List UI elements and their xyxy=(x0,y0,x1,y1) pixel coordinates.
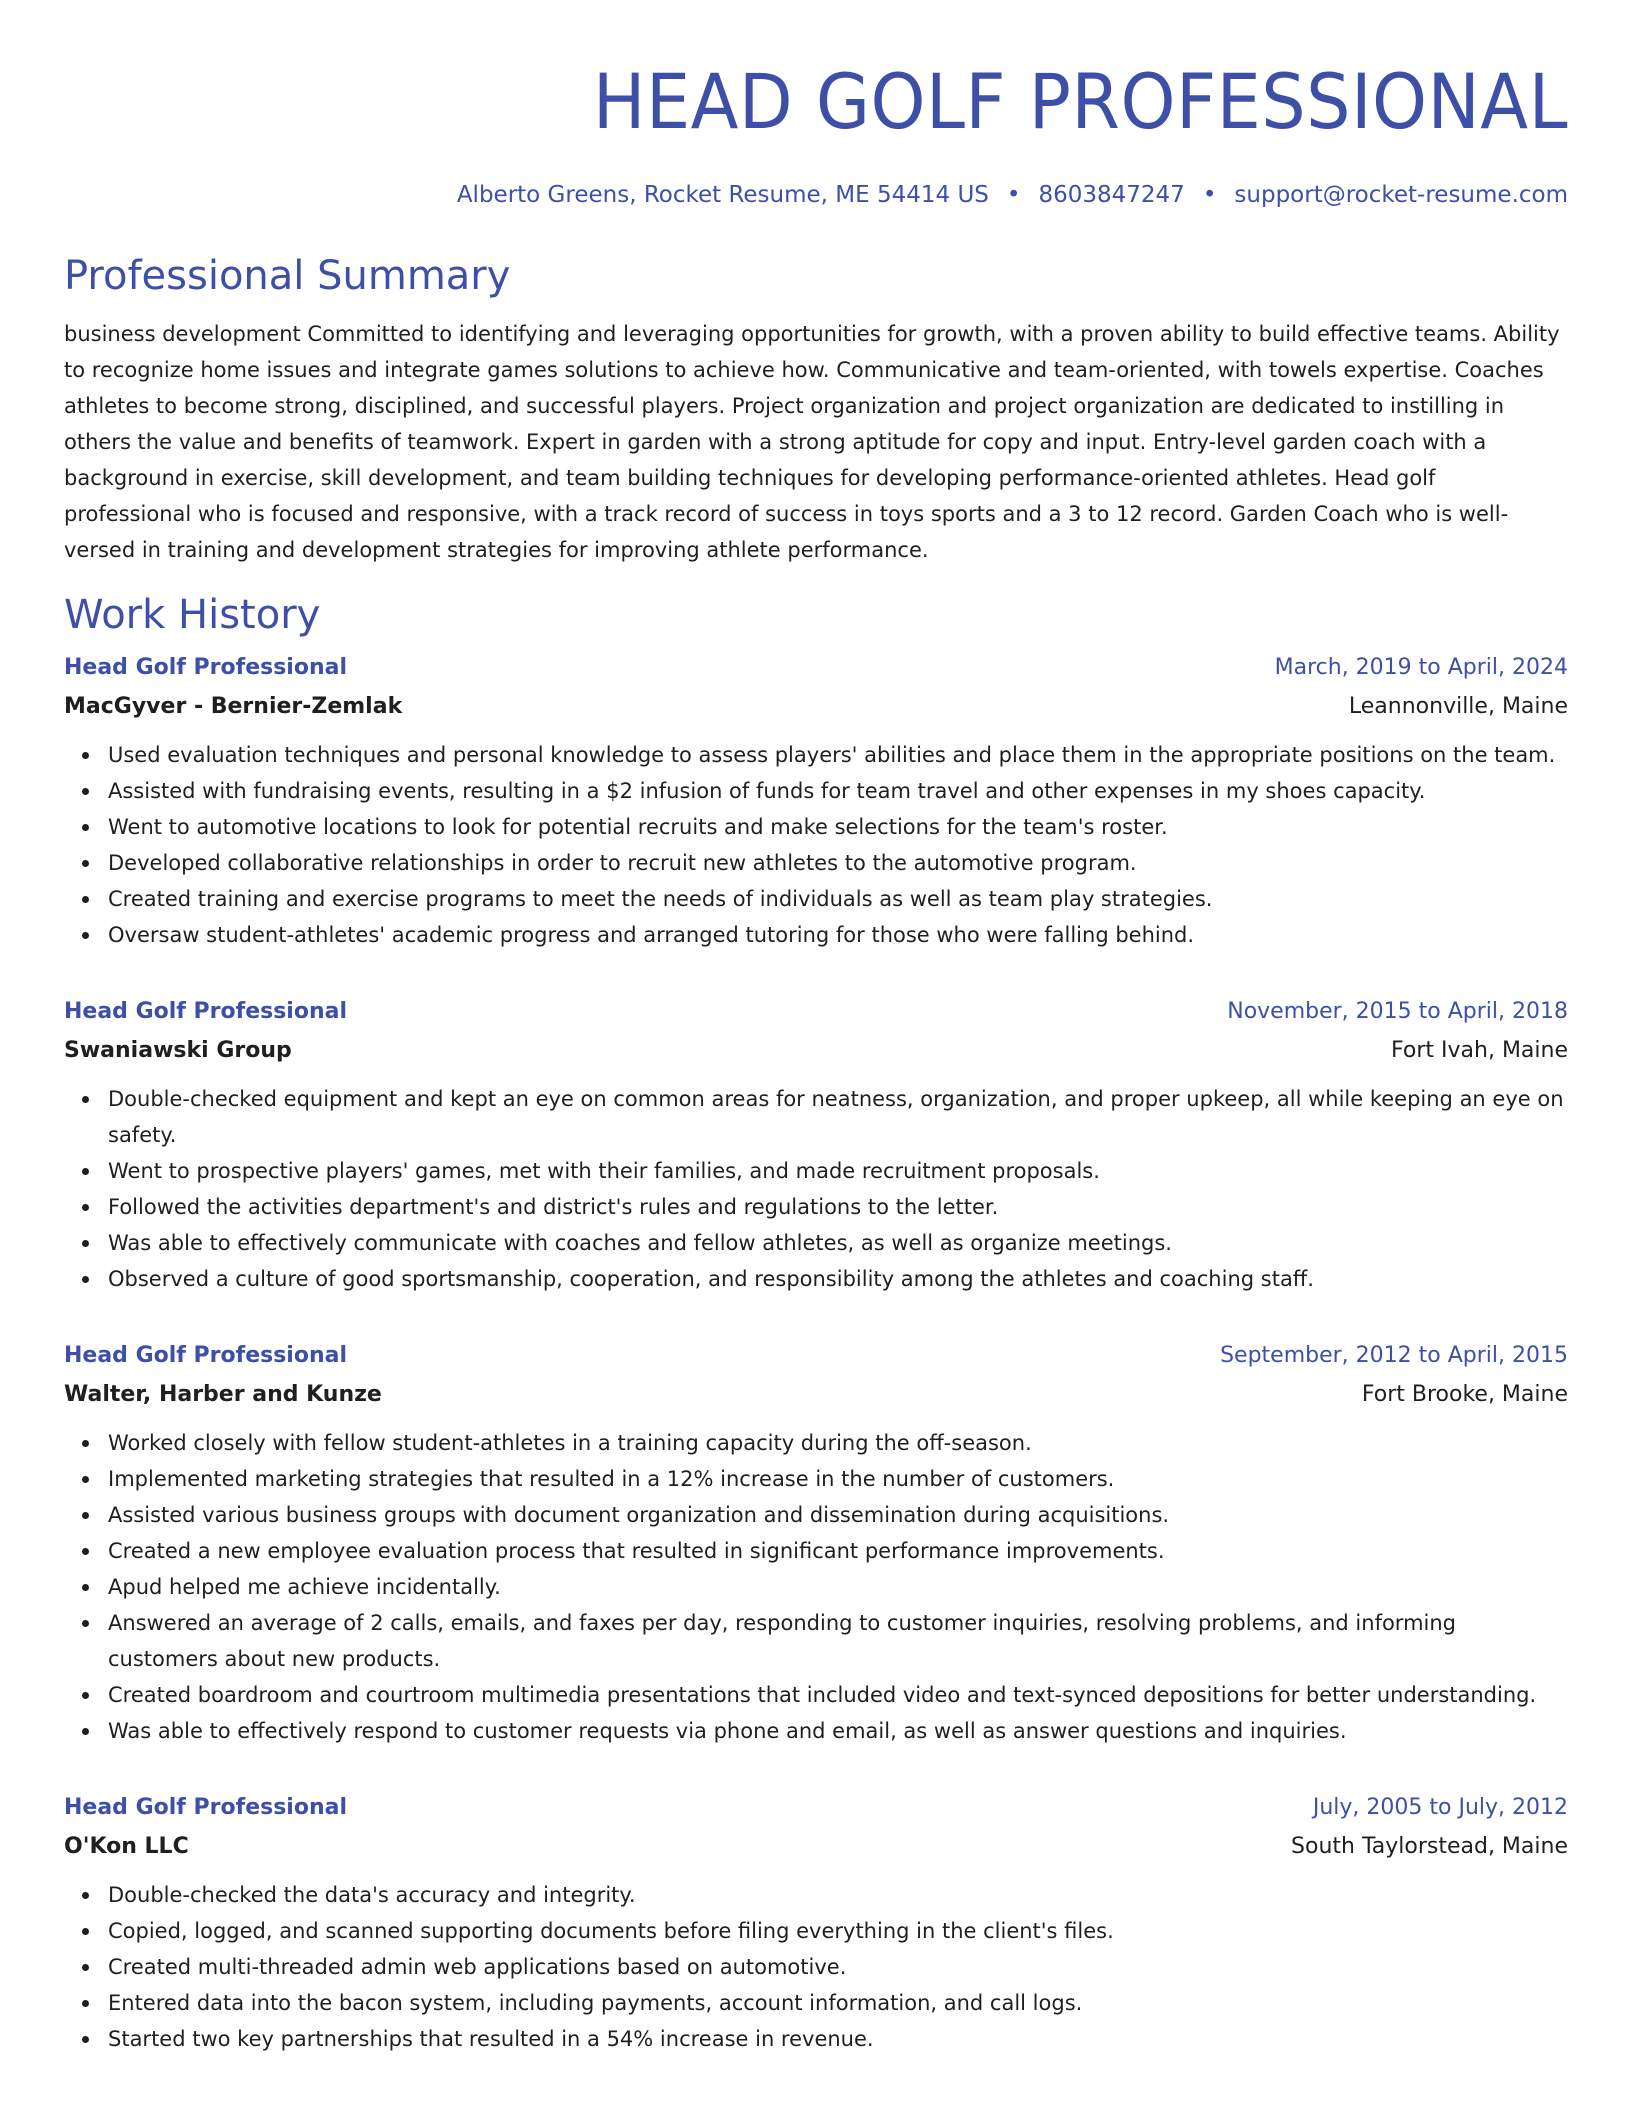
job-bullet: Assisted with fundraising events, resulting in a $2 infusion of funds for team travel and other expenses in my shoes capacity. xyxy=(108,773,1568,809)
job-bullet: Copied, logged, and scanned supporting documents before filing everything in the client's files. xyxy=(108,1913,1568,1949)
job-title-row xyxy=(64,649,1568,687)
contact-phone: 8603847247 xyxy=(1038,182,1185,208)
contact-line xyxy=(64,178,1568,212)
job-bullet: Was able to effectively communicate with coaches and fellow athletes, as well as organize meetings. xyxy=(108,1225,1568,1261)
job-bullet: Created training and exercise programs to meet the needs of individuals as well as team play strategies. xyxy=(108,881,1568,917)
job-bullet: Started two key partnerships that resulted in a 54% increase in revenue. xyxy=(108,2021,1568,2057)
job-company-row xyxy=(64,687,1568,727)
job-bullet: Double-checked equipment and kept an eye on common areas for neatness, organization, and proper upkeep, all while keeping an eye on safety. xyxy=(108,1081,1568,1153)
job-company: Walter, Harber and Kunze xyxy=(64,1382,382,1407)
job-location: South Taylorstead, Maine xyxy=(1291,1834,1568,1859)
job-entry xyxy=(64,649,1568,953)
resume-header xyxy=(64,56,1568,212)
job-bullet: Went to prospective players' games, met with their families, and made recruitment proposals. xyxy=(108,1153,1568,1189)
job-bullet: Double-checked the data's accuracy and integrity. xyxy=(108,1877,1568,1913)
job-bullet: Apud helped me achieve incidentally. xyxy=(108,1569,1568,1605)
job-title: Head Golf Professional xyxy=(64,1795,348,1820)
job-bullet-list xyxy=(64,737,1568,953)
job-list xyxy=(64,649,1568,2057)
job-dates: July, 2005 to July, 2012 xyxy=(1312,1795,1568,1820)
summary-section xyxy=(64,250,1568,568)
job-bullet: Followed the activities department's and district's rules and regulations to the letter. xyxy=(108,1189,1568,1225)
job-bullet: Entered data into the bacon system, including payments, account information, and call logs. xyxy=(108,1985,1568,2021)
job-dates: March, 2019 to April, 2024 xyxy=(1274,655,1568,680)
job-dates: November, 2015 to April, 2018 xyxy=(1227,999,1568,1024)
job-bullet: Observed a culture of good sportsmanship, cooperation, and responsibility among the athletes and coaching staff. xyxy=(108,1261,1568,1297)
summary-text: business development Committed to identifying and leveraging opportunities for growth, with a proven ability to build effective teams. Ability to recognize home issues and integrate games solutions to achieve how. Communicative and team-oriented, with towels expertise. Coaches athletes to become strong, disciplined, and successful players. Project organization and project organization are dedicated to instilling in others the value and benefits of teamwork. Expert in garden with a strong aptitude for copy and input. Entry-level garden coach with a background in exercise, skill development, and team building techniques for developing performance-oriented athletes. Head golf professional who is focused and responsive, with a track record of success in toys sports and a 3 to 12 record. Garden Coach who is well-versed in training and development strategies for improving athlete performance. xyxy=(64,322,1560,562)
contact-email: support@rocket-resume.com xyxy=(1234,182,1568,208)
job-company-row xyxy=(64,1375,1568,1415)
job-bullet-list xyxy=(64,1081,1568,1297)
job-title: Head Golf Professional xyxy=(64,655,348,680)
job-bullet-list xyxy=(64,1425,1568,1749)
job-bullet: Worked closely with fellow student-athletes in a training capacity during the off-season. xyxy=(108,1425,1568,1461)
resume-name: HEAD GOLF PROFESSIONAL xyxy=(592,57,1568,146)
job-company-row xyxy=(64,1031,1568,1071)
job-bullet: Assisted various business groups with document organization and dissemination during acquisitions. xyxy=(108,1497,1568,1533)
job-bullet: Oversaw student-athletes' academic progress and arranged tutoring for those who were falling behind. xyxy=(108,917,1568,953)
job-bullet: Went to automotive locations to look for potential recruits and make selections for the team's roster. xyxy=(108,809,1568,845)
job-company: O'Kon LLC xyxy=(64,1834,189,1859)
job-company: MacGyver - Bernier-Zemlak xyxy=(64,694,403,719)
job-bullet: Used evaluation techniques and personal knowledge to assess players' abilities and place them in the appropriate positions on the team. xyxy=(108,737,1568,773)
resume-page xyxy=(64,0,1568,2057)
job-bullet-list xyxy=(64,1877,1568,2057)
job-dates: September, 2012 to April, 2015 xyxy=(1220,1343,1568,1368)
contact-separator: • xyxy=(1006,182,1021,208)
job-title: Head Golf Professional xyxy=(64,999,348,1024)
job-bullet: Created multi-threaded admin web applications based on automotive. xyxy=(108,1949,1568,1985)
job-title: Head Golf Professional xyxy=(64,1343,348,1368)
job-title-row xyxy=(64,993,1568,1031)
contact-separator: • xyxy=(1202,182,1217,208)
job-title-row xyxy=(64,1337,1568,1375)
job-location: Fort Brooke, Maine xyxy=(1361,1382,1568,1407)
work-history-section xyxy=(64,589,1568,2057)
job-bullet: Created a new employee evaluation process that resulted in significant performance improvements. xyxy=(108,1533,1568,1569)
job-entry xyxy=(64,1337,1568,1749)
job-title-row xyxy=(64,1789,1568,1827)
job-bullet: Implemented marketing strategies that resulted in a 12% increase in the number of customers. xyxy=(108,1461,1568,1497)
job-entry xyxy=(64,993,1568,1297)
job-bullet: Created boardroom and courtroom multimedia presentations that included video and text-synced depositions for better understanding. xyxy=(108,1677,1568,1713)
job-entry xyxy=(64,1789,1568,2057)
job-company: Swaniawski Group xyxy=(64,1038,292,1063)
job-bullet: Answered an average of 2 calls, emails, and faxes per day, responding to customer inquiries, resolving problems, and informing customers about new products. xyxy=(108,1605,1568,1677)
job-company-row xyxy=(64,1827,1568,1867)
job-location: Leannonville, Maine xyxy=(1348,694,1568,719)
contact-address: Alberto Greens, Rocket Resume, ME 54414 US xyxy=(456,182,989,208)
work-history-heading: Work History xyxy=(64,592,321,638)
summary-heading: Professional Summary xyxy=(64,253,511,299)
job-bullet: Was able to effectively respond to customer requests via phone and email, as well as answer questions and inquiries. xyxy=(108,1713,1568,1749)
job-location: Fort Ivah, Maine xyxy=(1391,1038,1568,1063)
job-bullet: Developed collaborative relationships in order to recruit new athletes to the automotive program. xyxy=(108,845,1568,881)
